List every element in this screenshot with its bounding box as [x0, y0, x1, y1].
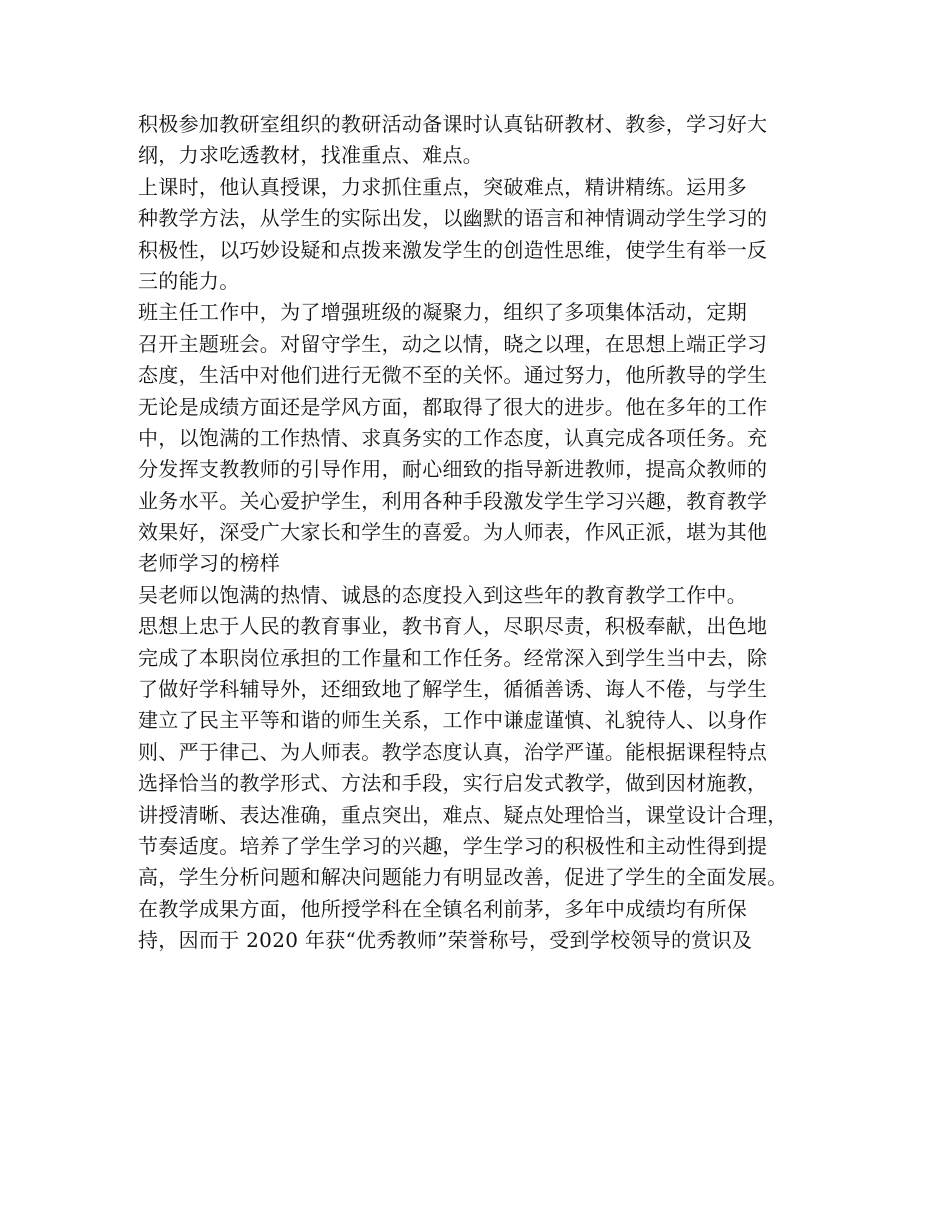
body-text — [138, 109, 818, 957]
text-line: 持，因而于 2020 年获“优秀教师”荣誉称号，受到学校领导的赏识及 — [138, 928, 753, 953]
text-line: 完成了本职岗位承担的工作量和工作任务。经常深入到学生当中去，除 — [138, 645, 768, 670]
text-line: 思想上忠于人民的教育事业，教书育人，尽职尽责，积极奉献，出色地 — [138, 614, 768, 639]
text-line: 则、严于律己、为人师表。教学态度认真，治学严谨。能根据课程特点 — [138, 739, 768, 764]
text-line: 高，学生分析问题和解决问题能力有明显改善，促进了学生的全面发展。 — [138, 865, 788, 890]
text-line: 了做好学科辅导外，还细致地了解学生，循循善诱、诲人不倦，与学生 — [138, 677, 768, 702]
text-line: 建立了民主平等和谐的师生关系，工作中谦虚谨慎、礼貌待人、以身作 — [138, 708, 768, 733]
text-line: 中，以饱满的工作热情、求真务实的工作态度，认真完成各项任务。充 — [138, 425, 768, 450]
text-line: 选择恰当的教学形式、方法和手段，实行启发式教学，做到因材施教， — [138, 771, 768, 796]
text-line: 班主任工作中，为了增强班级的凝聚力，组织了多项集体活动，定期 — [138, 300, 747, 325]
text-line: 节奏适度。培养了学生学习的兴趣，学生学习的积极性和主动性得到提 — [138, 833, 768, 858]
text-line: 吴老师以饱满的热情、诚恳的态度投入到这些年的教育教学工作中。 — [138, 582, 747, 607]
text-line: 业务水平。关心爱护学生，利用各种手段激发学生学习兴趣，教育教学 — [138, 488, 768, 513]
text-line: 在教学成果方面，他所授学科在全镇名利前茅，多年中成绩均有所保 — [138, 896, 747, 921]
text-line: 种教学方法，从学生的实际出发，以幽默的语言和神情调动学生学习的 — [138, 206, 768, 231]
text-line: 三的能力。 — [138, 268, 240, 293]
text-line: 态度，生活中对他们进行无微不至的关怀。通过努力，他所教导的学生 — [138, 363, 768, 388]
text-line: 上课时，他认真授课，力求抓住重点，突破难点，精讲精练。运用多 — [138, 174, 747, 199]
text-line: 召开主题班会。对留守学生，动之以情，晓之以理，在思想上端正学习 — [138, 331, 768, 356]
text-line: 纲，力求吃透教材，找准重点、难点。 — [138, 143, 484, 168]
text-line: 积极性，以巧妙设疑和点拨来激发学生的创造性思维，使学生有举一反 — [138, 237, 768, 262]
text-line: 效果好，深受广大家长和学生的喜爱。为人师表，作风正派，堪为其他 — [138, 520, 768, 545]
text-line: 积极参加教研室组织的教研活动备课时认真钻研教材、教参，学习好大 — [138, 112, 768, 136]
text-line: 老师学习的榜样 — [138, 551, 281, 576]
text-line: 无论是成绩方面还是学风方面，都取得了很大的进步。他在多年的工作 — [138, 394, 768, 419]
text-line: 分发挥支教教师的引导作用，耐心细致的指导新进教师，提高众教师的 — [138, 457, 768, 482]
text-line: 讲授清晰、表达准确，重点突出，难点、疑点处理恰当，课堂设计合理， — [138, 802, 788, 827]
